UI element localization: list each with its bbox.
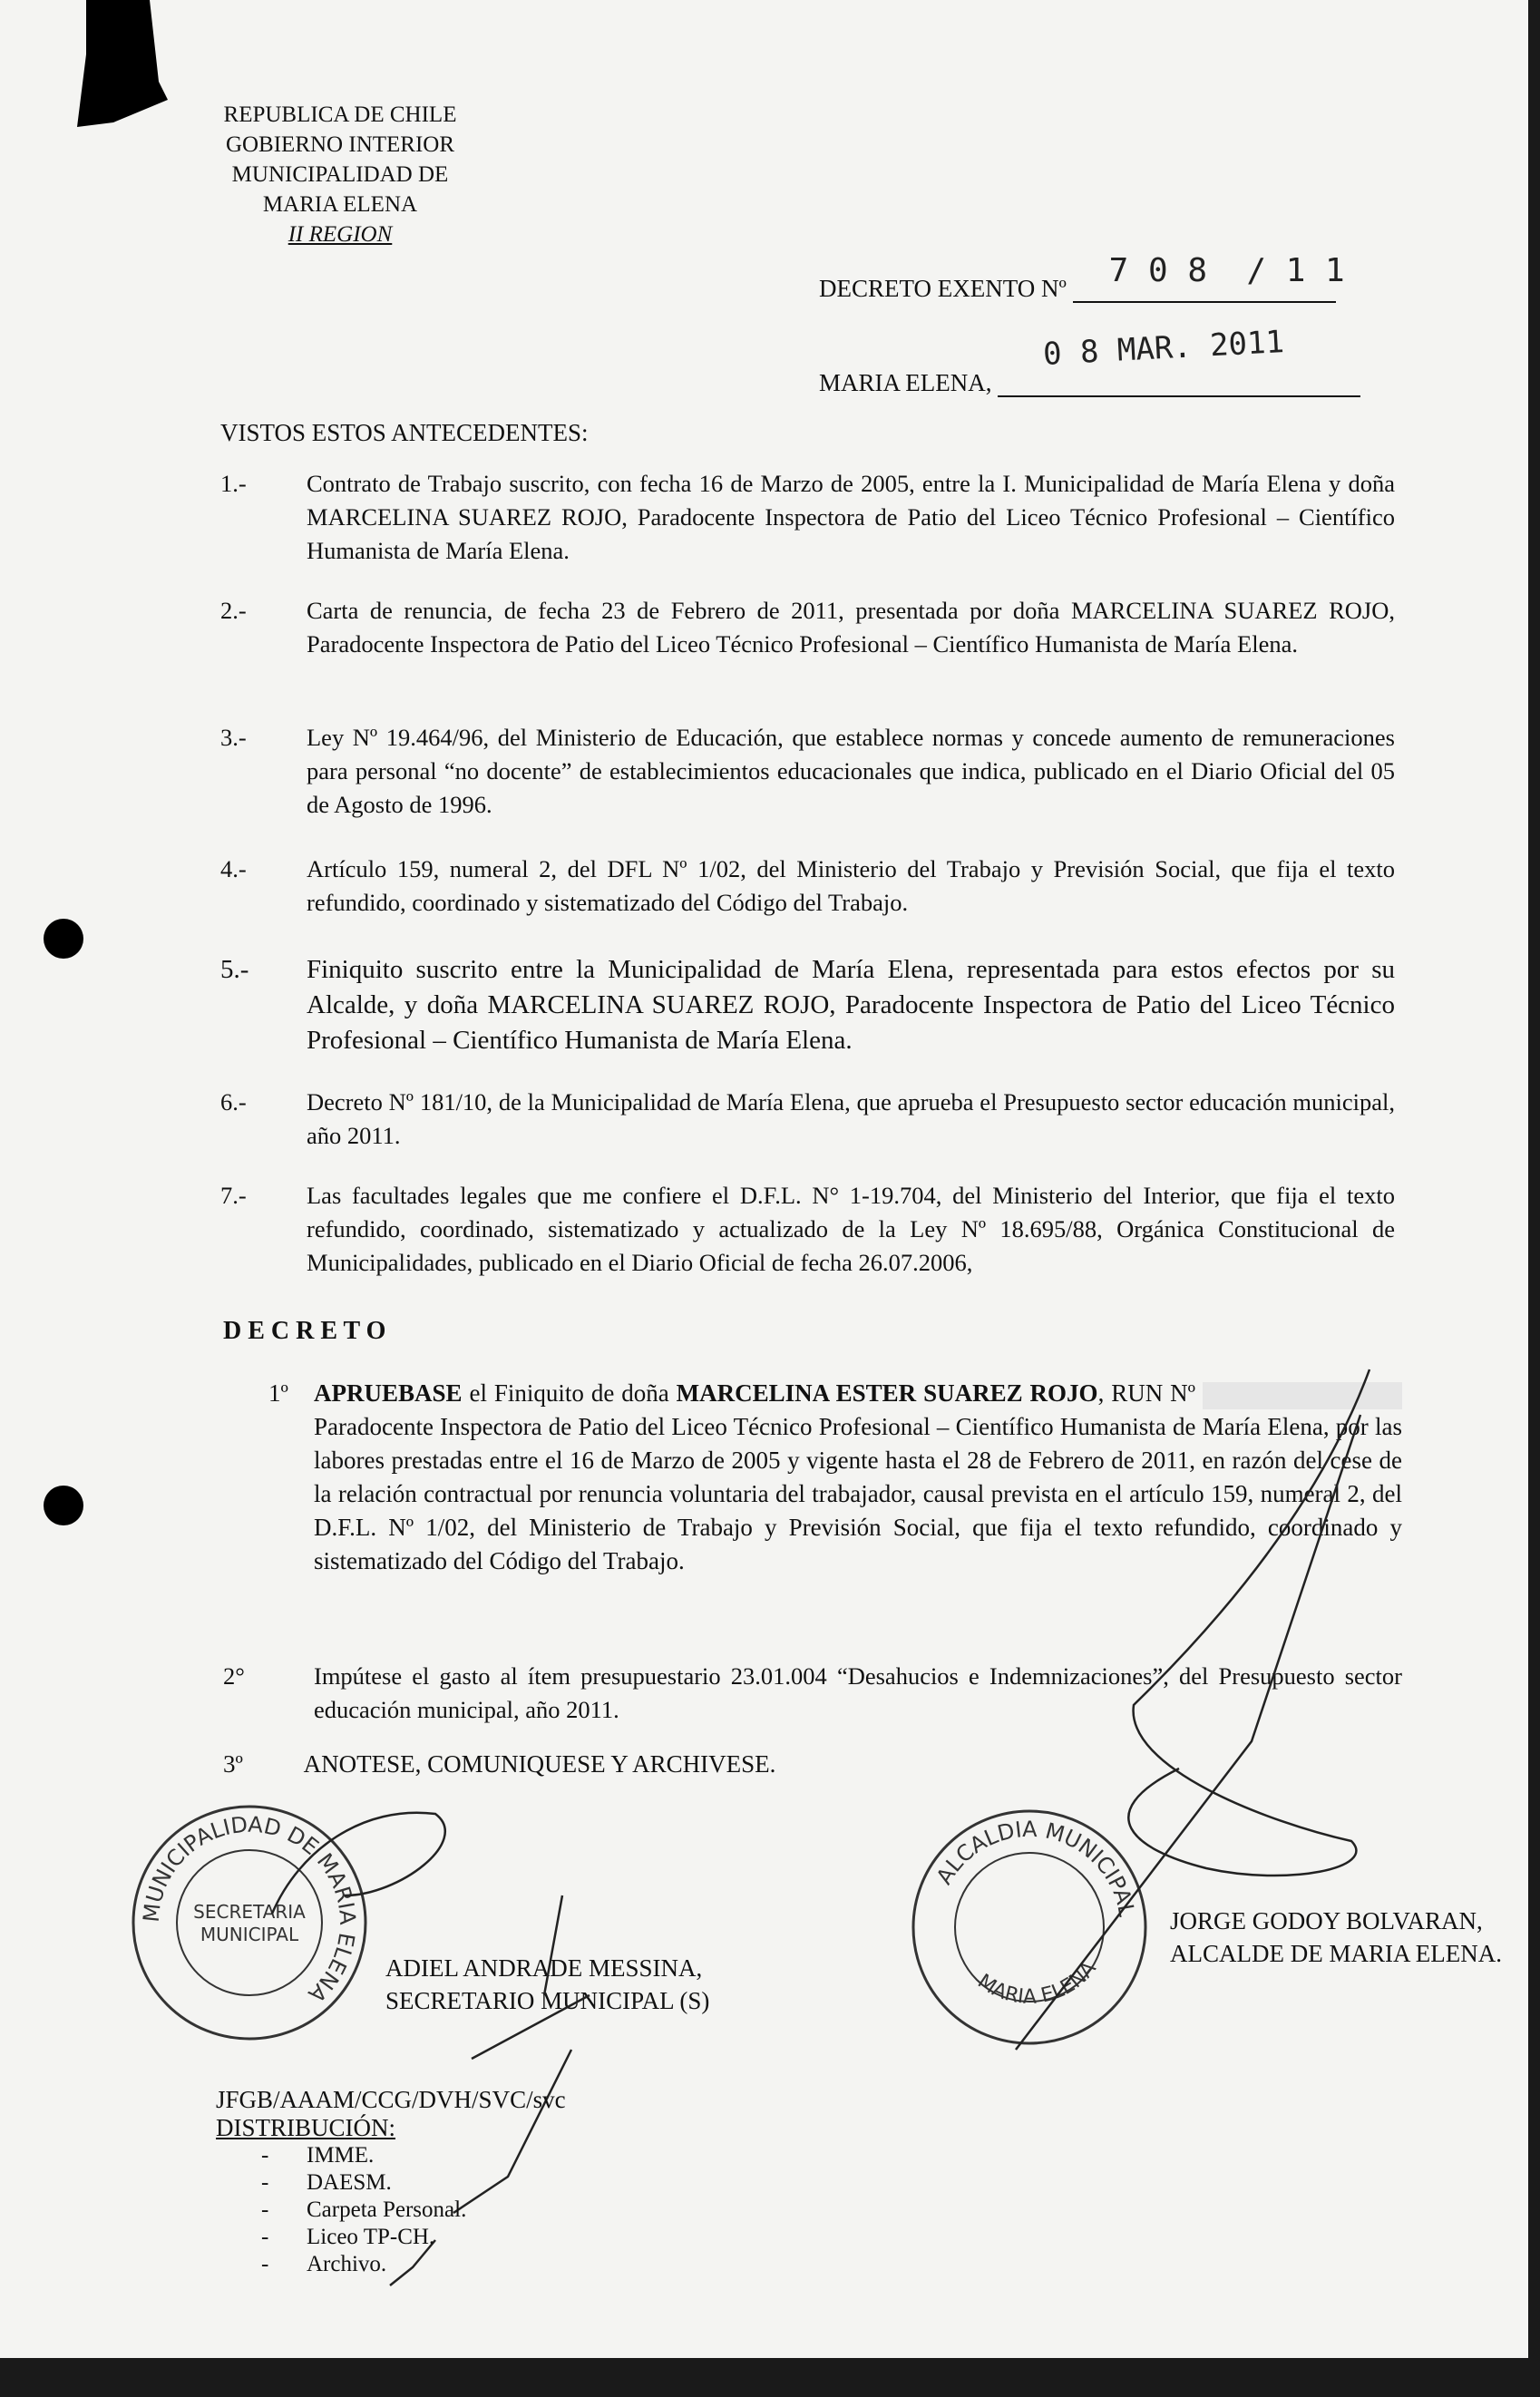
- initials: JFGB/AAAM/CCG/DVH/SVC/svc: [216, 2086, 566, 2113]
- article-2: [223, 1660, 1402, 1727]
- stamp-center-text: SECRETARIA: [193, 1901, 306, 1923]
- decree-number-label: DECRETO EXENTO Nº: [819, 275, 1067, 302]
- letterhead-line: MUNICIPALIDAD DE: [231, 162, 449, 187]
- article-1: [268, 1377, 1402, 1578]
- antecedent-item: [220, 952, 1395, 1058]
- letterhead-line: GOBIERNO INTERIOR: [225, 132, 455, 157]
- distribution-title: DISTRIBUCIÓN:: [216, 2114, 396, 2141]
- decree-place-field: [819, 324, 1360, 397]
- item-number: 1.-: [220, 470, 247, 497]
- decree-number-field: [819, 252, 1345, 303]
- stamp-ring-text: MUNICIPALIDAD DE MARIA ELENA: [138, 1811, 361, 2008]
- right-signature-block: [1170, 1905, 1502, 1970]
- article-text: , RUN Nº: [1097, 1379, 1196, 1407]
- footer: [216, 2086, 566, 2278]
- letterhead-region: II REGION: [288, 222, 393, 247]
- decreto-title: D E C R E T O: [223, 1317, 386, 1345]
- item-number: 2.-: [220, 597, 247, 624]
- decree-number-value: 7 0 8 / 1 1: [1108, 252, 1345, 289]
- article-3: [223, 1750, 775, 1778]
- place-label: MARIA ELENA,: [819, 369, 992, 396]
- antecedent-item: [220, 467, 1395, 568]
- distribution-item: - Carpeta Personal.: [261, 2197, 566, 2224]
- vistos-title: VISTOS ESTOS ANTECEDENTES:: [220, 419, 589, 446]
- punch-hole: [44, 1486, 83, 1525]
- stamp-ring-text: ALCALDIA MUNICIPAL: [931, 1817, 1140, 1919]
- item-text: Finiquito suscrito entre la Municipalidad de María Elena, representada para estos efectos por su Alcalde, y doña MARCELINA SUAREZ ROJO, Paradocente Inspectora de Patio del Liceo Técnico Profesional – Científico Humanista de María Elena.: [307, 955, 1395, 1055]
- distribution-item: - Liceo TP-CH.: [261, 2224, 566, 2251]
- employee-name: MARCELINA ESTER SUAREZ ROJO: [676, 1379, 1098, 1407]
- signer-name: ADIEL ANDRADE MESSINA,: [385, 1954, 703, 1982]
- article-text: Impútese el gasto al ítem presupuestario 23.01.004 “Desahucios e Indemnizaciones”, del Presupuesto sector educación municipal, año 2011.: [314, 1662, 1402, 1723]
- article-number: 1º: [268, 1379, 288, 1407]
- distribution-item: - IMME.: [261, 2142, 566, 2169]
- article-number: 2°: [223, 1662, 245, 1690]
- item-number: 3.-: [220, 724, 247, 751]
- date-stamp: 0 8 MAR. 2011: [1042, 324, 1286, 373]
- left-signature-block: [385, 1952, 709, 2017]
- item-text: Ley Nº 19.464/96, del Ministerio de Educación, que establece normas y concede aumento de remuneraciones para personal “no docente” de establecimientos educacionales que indica, publicado en el Diario Oficial del 05 de Agosto de 1996.: [307, 724, 1395, 818]
- letterhead-line: MARIA ELENA: [262, 192, 418, 217]
- redacted-run: [1203, 1382, 1402, 1409]
- article-number: 3º: [223, 1750, 243, 1778]
- municipal-secretary-stamp: [127, 1800, 372, 2045]
- article-text: ANOTESE, COMUNIQUESE Y ARCHIVESE.: [303, 1750, 776, 1778]
- letterhead-line: REPUBLICA DE CHILE: [223, 102, 457, 127]
- scan-corner-mark: [77, 0, 177, 136]
- item-number: 7.-: [220, 1182, 247, 1209]
- approval-keyword: APRUEBASE: [314, 1379, 463, 1407]
- antecedent-item: [220, 1179, 1395, 1280]
- article-text: el Finiquito de doña: [462, 1379, 677, 1407]
- item-text: Contrato de Trabajo suscrito, con fecha 16 de Marzo de 2005, entre la I. Municipalidad de María Elena y doña MARCELINA SUAREZ ROJO, Paradocente Inspectora de Patio del Liceo Técnico Profesional – Científico Humanista de María Elena.: [307, 470, 1395, 564]
- item-number: 4.-: [220, 855, 247, 882]
- item-text: Las facultades legales que me confiere el D.F.L. N° 1-19.704, del Ministerio del Interior, que fija el texto refundido, coordinado, sistematizado y actualizado de la Ley Nº 18.695/88, Orgánica Constitucional de Municipalidades, publicado en el Diario Oficial de fecha 26.07.2006,: [307, 1182, 1395, 1276]
- item-text: Carta de renuncia, de fecha 23 de Febrero de 2011, presentada por doña MARCELINA SUAREZ ROJO, Paradocente Inspectora de Patio del Liceo Técnico Profesional – Científico Humanista de María Elena.: [307, 597, 1395, 658]
- signer-role: SECRETARIO MUNICIPAL (S): [385, 1987, 710, 2014]
- article-text: Paradocente Inspectora de Patio del Liceo Técnico Profesional – Científico Humanista de María Elena, por las labores prestadas entre el 16 de Marzo de 2005 y vigente hasta el 28 de Febrero de 2011, en razón del cese de la relación contractual por renuncia voluntaria del trabajador, causal prevista en el artículo 159, numeral 2, del D.F.L. Nº 1/02, del Ministerio de Trabajo y Previsión Social, que fija el texto refundido, coordinado y sistematizado del Código del Trabajo.: [314, 1413, 1402, 1574]
- item-text: Decreto Nº 181/10, de la Municipalidad de María Elena, que aprueba el Presupuesto sector educación municipal, año 2011.: [307, 1088, 1395, 1149]
- item-number: 6.-: [220, 1088, 247, 1116]
- distribution-item: - DAESM.: [261, 2169, 566, 2197]
- antecedent-item: [220, 721, 1395, 822]
- item-text: Artículo 159, numeral 2, del DFL Nº 1/02, del Ministerio del Trabajo y Previsión Social, que fija el texto refundido, coordinado y sistematizado del Código del Trabajo.: [307, 855, 1395, 916]
- stamp-center-text: MUNICIPAL: [200, 1924, 299, 1945]
- signer-name: JORGE GODOY BOLVARAN,: [1170, 1907, 1483, 1934]
- antecedent-item: [220, 1086, 1395, 1153]
- svg-text:MARIA ELENA: [973, 1957, 1100, 2009]
- distribution-item: - Archivo.: [261, 2251, 566, 2278]
- antecedent-item: [220, 853, 1395, 920]
- signer-role: ALCALDE DE MARIA ELENA.: [1170, 1940, 1502, 1967]
- mayor-stamp: [907, 1805, 1152, 2050]
- stamp-ring-text: MARIA ELENA: [973, 1957, 1101, 2009]
- antecedent-item: [220, 594, 1395, 661]
- punch-hole: [44, 919, 83, 959]
- item-number: 5.-: [220, 955, 249, 984]
- letterhead: [204, 100, 476, 249]
